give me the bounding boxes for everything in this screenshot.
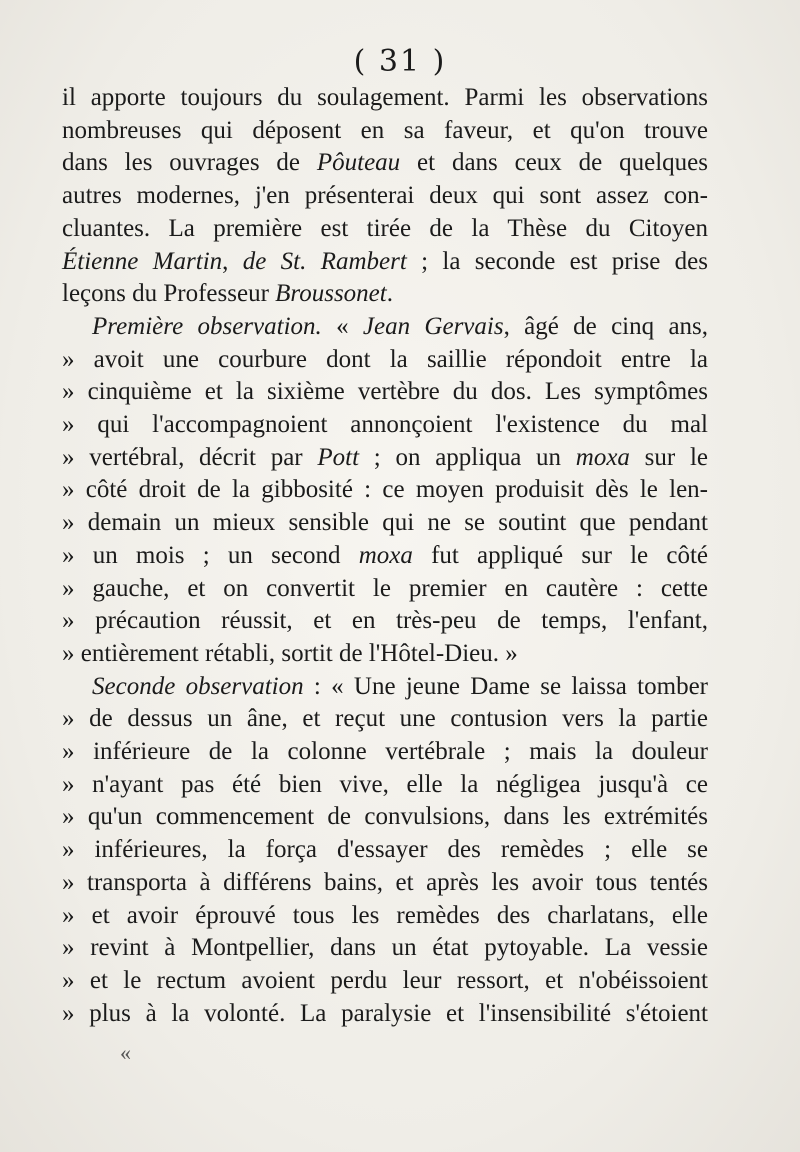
quoted-line: » inférieure de la colonne vertébrale ; mais la douleur	[62, 738, 708, 766]
quoted-line: » demain un mieux sensible qui ne se soutint que pendant	[62, 509, 708, 537]
quoted-line: » n'ayant pas été bien vive, elle la négligea jusqu'à ce	[62, 770, 708, 798]
quoted-line: » de dessus un âne, et reçut une contusion vers la partie	[62, 705, 708, 733]
catchword: «	[120, 1040, 131, 1065]
text-line: autres modernes, j'en présenterai deux qui sont assez con-	[62, 182, 708, 210]
quoted-line: » précaution réussit, et en très-peu de temps, l'enfant,	[62, 607, 708, 635]
quoted-line: » inférieures, la força d'essayer des remèdes ; elle se	[62, 836, 708, 864]
quoted-line: » qu'un commencement de convulsions, dans les extrémités	[62, 803, 708, 831]
quoted-line: » revint à Montpellier, dans un état pytoyable. La vessie	[62, 934, 708, 962]
quoted-line: » et avoir éprouvé tous les remèdes des charlatans, elle	[62, 901, 708, 929]
quoted-line: » avoit une courbure dont la saillie répondoit entre la	[62, 345, 708, 373]
quoted-line: » un mois ; un second moxa fut appliqué sur le côté	[62, 541, 708, 569]
text-line: il apporte toujours du soulagement. Parmi les observations	[62, 84, 708, 111]
text-line: nombreuses qui déposent en sa faveur, et qu'on trouve	[62, 116, 708, 144]
text-line: cluantes. La première est tirée de la Thèse du Citoyen	[62, 214, 708, 242]
quoted-line: » transporta à différens bains, et après les avoir tous tentés	[62, 868, 708, 896]
observation-heading-line: Seconde observation : « Une jeune Dame se laissa tomber	[92, 672, 708, 700]
quoted-line: » vertébral, décrit par Pott ; on appliqua un moxa sur le	[62, 443, 708, 471]
observation-heading-line: Première observation. « Jean Gervais, âgé de cinq ans,	[92, 312, 709, 340]
quoted-line: » côté droit de la gibbosité : ce moyen produisit dès le len-	[62, 476, 708, 504]
text-line: dans les ouvrages de Pôuteau et dans ceux de quelques	[62, 149, 708, 177]
quoted-line: » et le rectum avoient perdu leur ressort, et n'obéissoient	[62, 966, 708, 994]
quoted-line: » gauche, et on convertit le premier en cautère : cette	[62, 574, 708, 602]
text-line: leçons du Professeur Broussonet.	[62, 280, 393, 308]
text-line: Étienne Martin, de St. Rambert ; la seconde est prise des	[62, 247, 709, 275]
body-text	[62, 82, 708, 1030]
quoted-line: » qui l'accompagnoient annonçoient l'existence du mal	[62, 411, 708, 439]
quoted-line: » cinquième et la sixième vertèbre du dos. Les symptômes	[62, 378, 708, 406]
quoted-line: » plus à la volonté. La paralysie et l'insensibilité s'étoient	[62, 999, 708, 1027]
quoted-line: » entièrement rétabli, sortit de l'Hôtel-Dieu. »	[62, 639, 518, 667]
page-number: ( 31 )	[353, 44, 447, 79]
